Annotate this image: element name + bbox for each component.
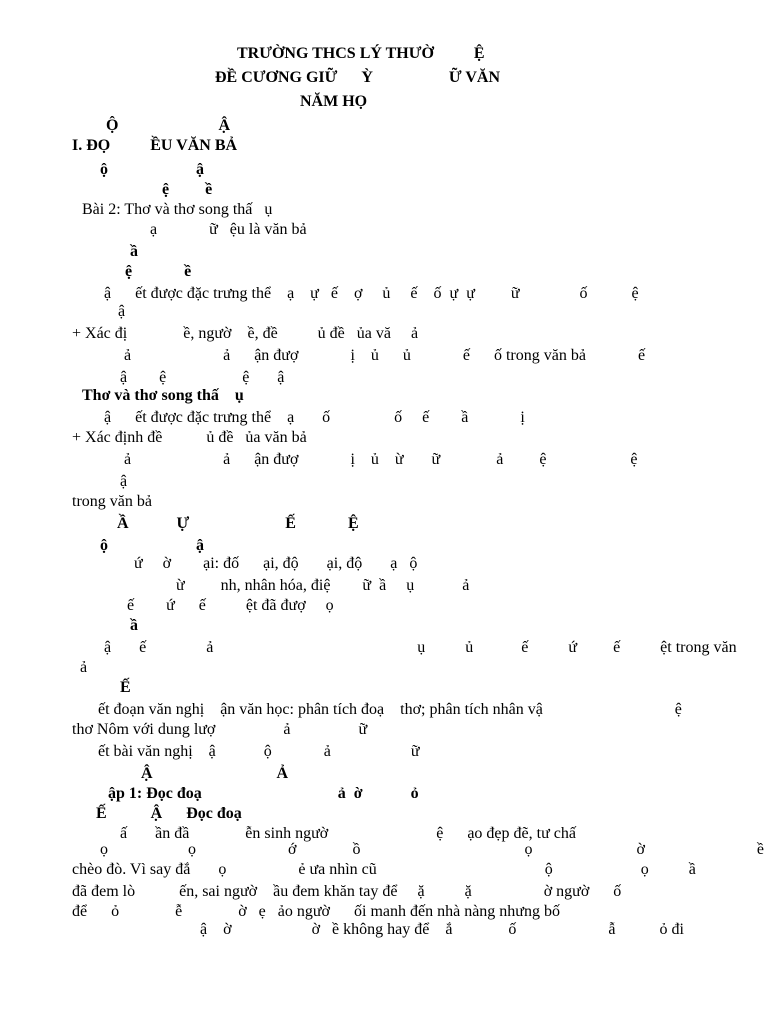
text-line: ả ả ận đượ ị ủ ừ ữ ả ệ ệ [124,451,638,468]
outline-title: ĐỀ CƯƠNG GIỮ Ỳ Ữ VĂN [215,69,501,86]
text-line: ết bài văn nghị ậ ộ ả ữ [98,743,420,760]
section-heading: Ộ Ậ [106,117,230,134]
passage-line: chèo đò. Vì say đắ ọ ẻ ưa nhìn cũ ộ ọ ầ [72,861,696,878]
text-line: ệ ề [125,263,192,280]
text-line: ầ [130,617,138,634]
text-line: ộ ậ [100,537,204,554]
text-line: ả [80,659,88,676]
part-heading-reading: I. ĐỌ ỀU VĂN BẢ [72,137,238,154]
text-line: + Xác định đề ủ đề ủa văn bả [72,429,307,446]
text-line: ả ả ận đượ ị ủ ủ ế ố trong văn bả ế [124,347,646,364]
subsection-heading: Thơ và thơ song thấ ụ [82,387,244,404]
text-line: ầ [130,243,138,260]
text-line: ậ ết được đặc trưng thể ạ ố ố ế ầ ị [104,409,525,426]
lesson-title: Bài 2: Thơ và thơ song thấ ụ [82,201,273,218]
text-line: ạ ữ ệu là văn bả [150,221,307,238]
text-line: trong văn bả [72,493,152,510]
section-heading: Ế [120,679,131,696]
passage-line: ấ ần đầ ễn sinh ngườ ệ ạo đẹp đẽ, tư chấ [120,825,576,842]
school-year: NĂM HỌ [300,93,368,110]
text-line: ậ ệ ệ ậ [120,369,285,386]
text-line: ộ ậ [100,161,204,178]
passage-line: đã đem lò ến, sai ngườ ầu đem khăn tay để ặ ặ ờ ngườ ố [72,883,622,900]
text-line: ế ứ ế ệt đã đượ ọ [127,597,334,614]
passage-line: ọ ọ ớ ồ ọ ờ ề [100,841,765,858]
text-line: ậ [120,473,128,490]
text-line: ứ ờ ại: đố ại, độ ại, độ ạ ộ [134,555,418,572]
text-line: + Xác đị ề, ngườ ề, đề ủ đề ủa vă ả [72,325,419,342]
text-line: thơ Nôm với dung lượ ả ữ [72,721,368,738]
text-line: ậ [118,303,126,320]
passage-line: để ỏ ễ ờ ẹ ảo ngườ ối manh đến nhà nàng nhưng bố [72,903,560,920]
text-line: ết đoạn văn nghị ận văn học: phân tích đoạ thơ; phân tích nhân vậ ệ [98,701,682,718]
text-line: ừ nh, nhân hóa, điệ ữ ầ ụ ả [176,577,470,594]
section-heading: Ầ Ự Ế Ệ [117,515,359,532]
school-title: TRƯỜNG THCS LÝ THƯỜ Ệ [237,45,485,62]
text-line: ệ ề [162,181,213,198]
text-line: ậ ế ả ụ ủ ế ứ ế ệt trong văn [104,639,737,656]
section-heading: Ậ Ả [141,765,289,782]
exercise-subheading: Ế Ậ Đọc đoạ [96,805,242,822]
passage-line: ậ ờ ờ ề không hay để ắ ố ẫ ỏ đi [200,921,684,938]
text-line: ậ ết được đặc trưng thể ạ ự ế ợ ủ ế ố ự ự ữ ố ệ [104,285,639,302]
exercise-heading: ập 1: Đọc đoạ ả ờ ỏ [108,785,419,802]
